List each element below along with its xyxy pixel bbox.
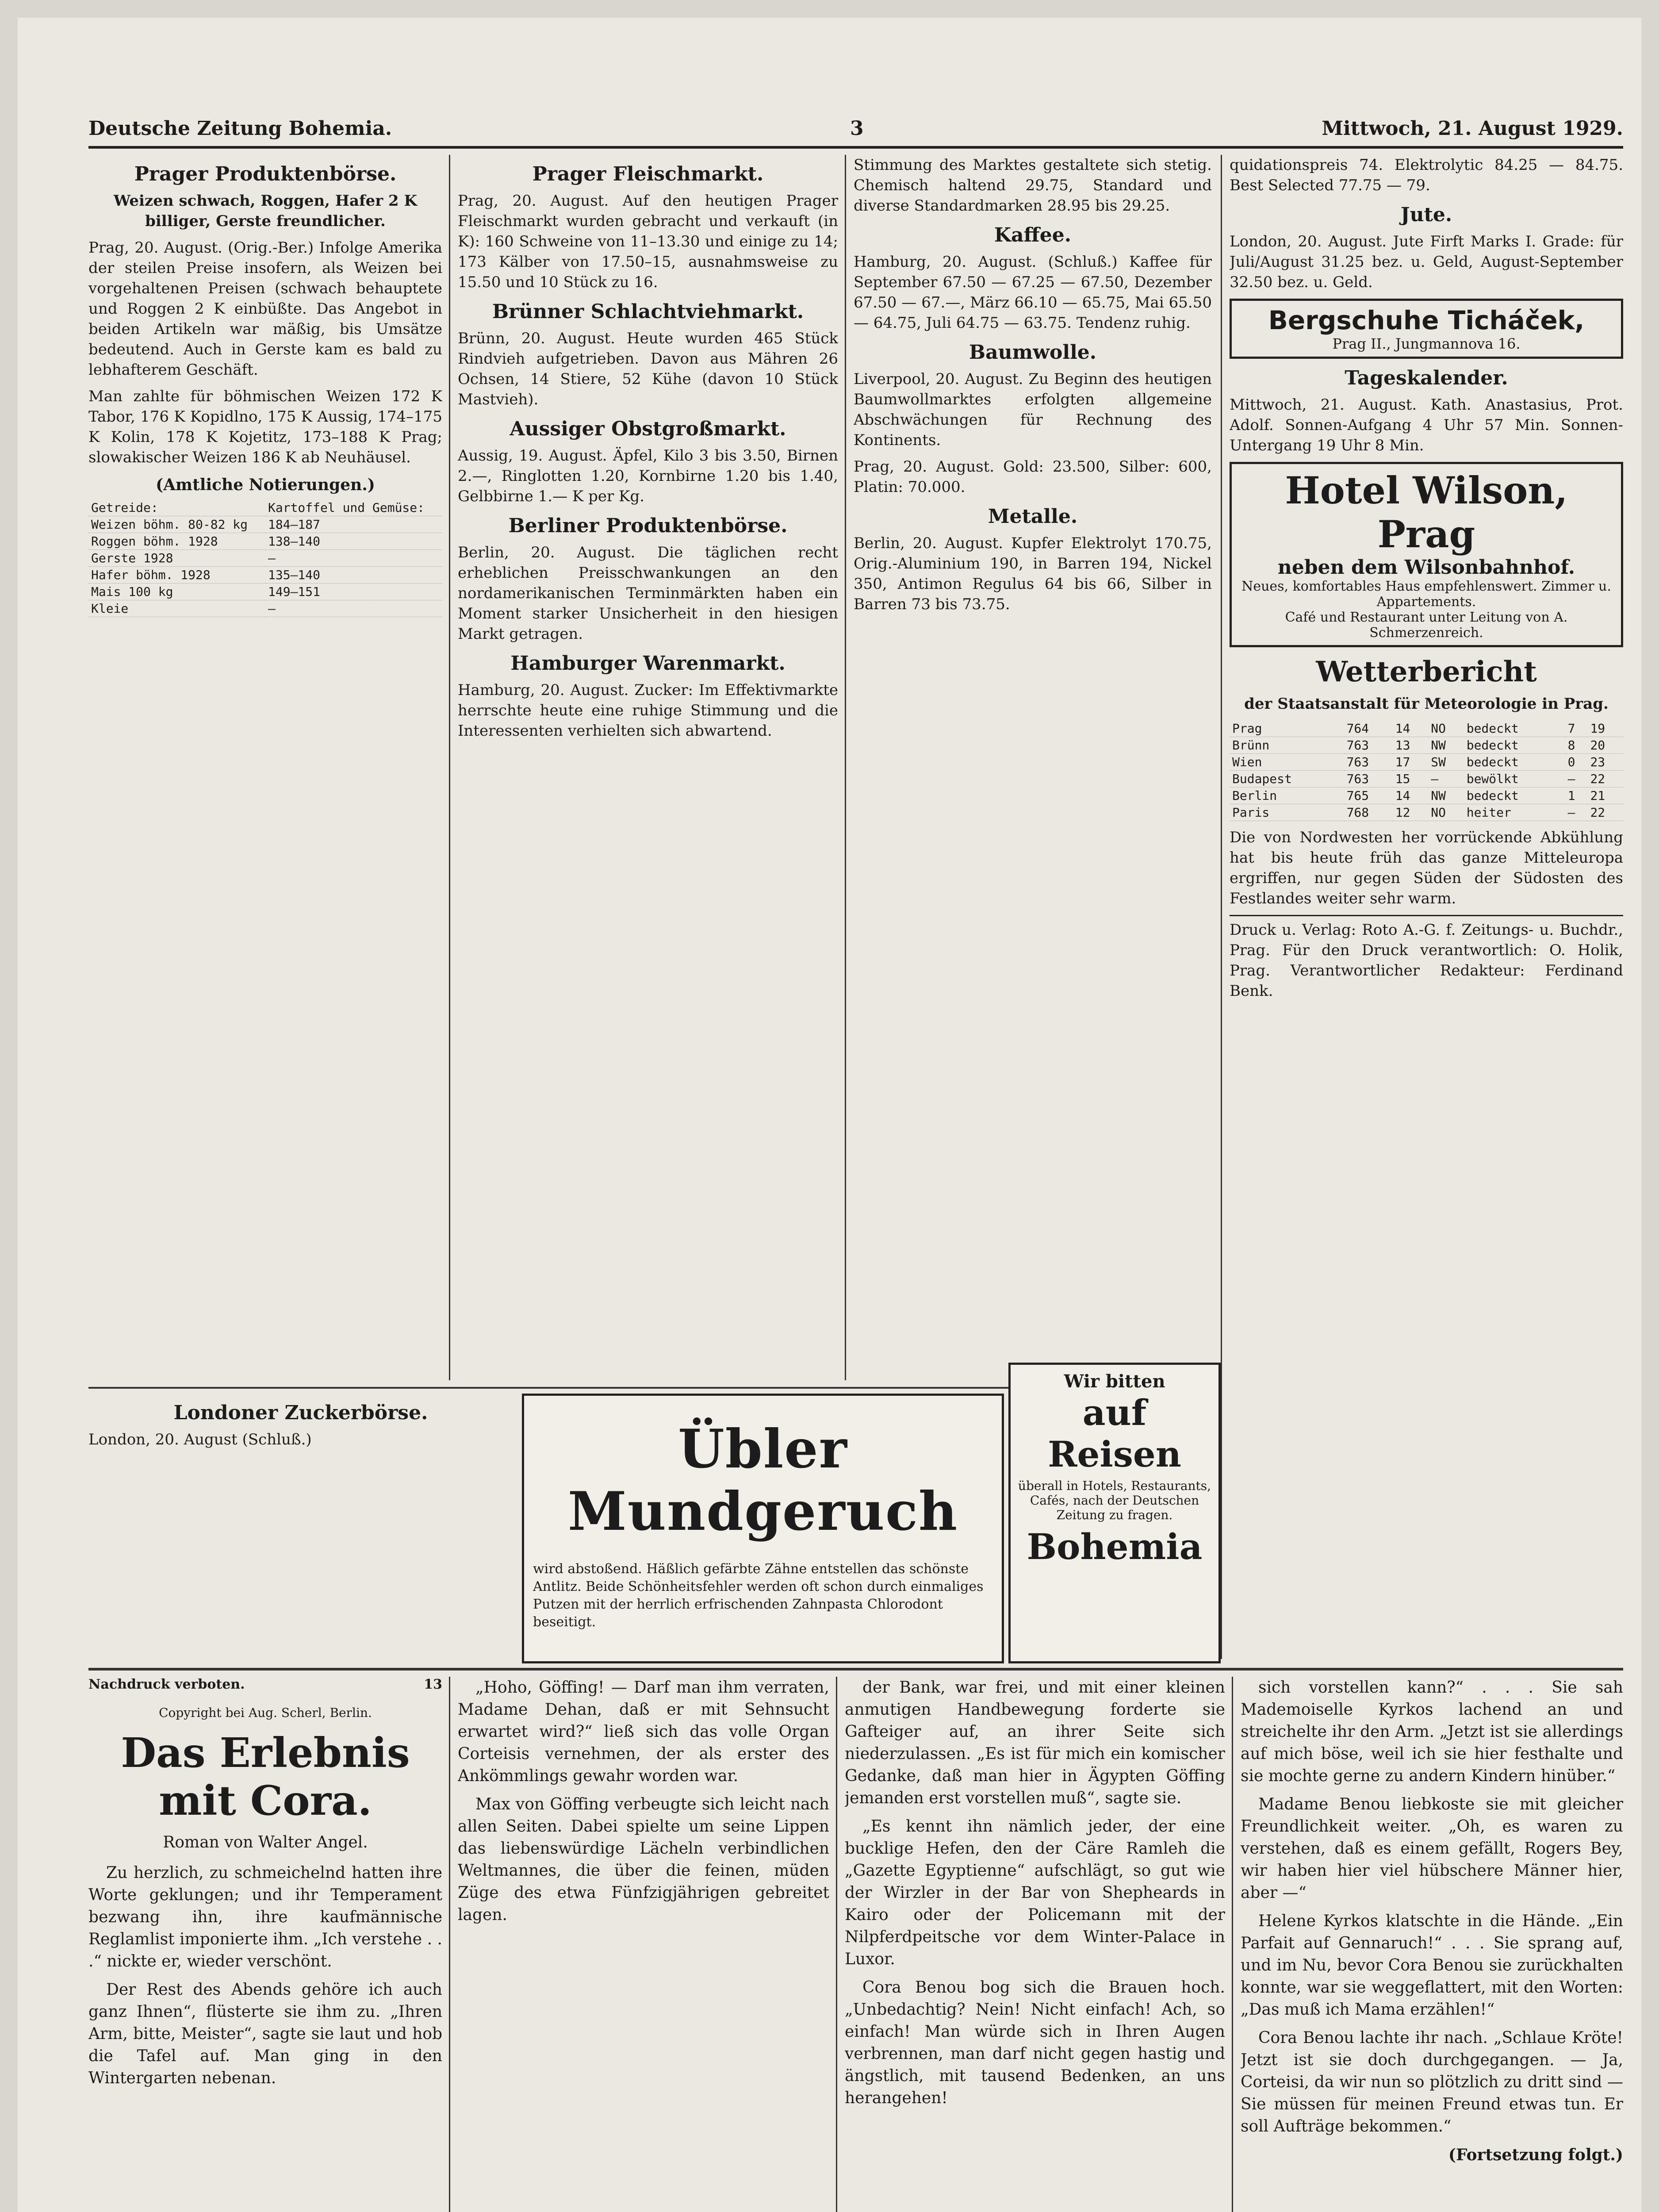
- table-row: [1230, 737, 1623, 754]
- newspaper-page: [18, 18, 1641, 2212]
- novel-paragraph: Der Rest des Abends gehöre ich auch ganz Ihnen“, flüsterte sie ihm zu. „Ihren Arm, bitte, Meister“, sagte sie laut und hob die Tafel auf. Man ging in den Wintergarten nebenan.: [88, 1981, 442, 2087]
- ad-headline: Übler Mundgeruch: [567, 1418, 958, 1543]
- column-commodities: [854, 155, 1212, 1349]
- article-paragraph: Man zahlte für böhmischen Weizen 172 K Tabor, 176 K Kopidlno, 175 K Aussig, 174–175 K Kolin, 178 K Kojetitz, 173–188 K Prag; slowakischer Weizen 186 K ab Neuhäusel.: [88, 388, 442, 466]
- article-paragraph: London, 20. August. Jute Firft Marks I. Grade: für Juli/August 31.25 bez. u. Geld, August-September 32.50 bez. u. Geld.: [1230, 233, 1623, 291]
- installment-number: 13: [424, 1677, 442, 1692]
- novel-column-4: [1241, 1677, 1623, 2212]
- novel-column-3: [845, 1677, 1225, 2212]
- ad-text: wird abstoßend. Häßlich gefärbte Zähne entstellen das schönste Antlitz. Beide Schönheitsfehler werden oft schon durch einmaliges Putzen mit der herrlich erfrischenden Zahnpasta Chlorodont beseitigt.: [533, 1561, 984, 1630]
- article-paragraph: Hamburg, 20. August. (Schluß.) Kaffee für September 67.50 — 67.25 — 67.50, Dezember 67.50 — 67.—, März 66.10 — 65.75, Mai 65.50 — 64.75, Juli 64.75 — 63.75. Tendenz ruhig.: [854, 253, 1212, 332]
- weather-subtitle: der Staatsanstalt für Meteorologie in Prag.: [1244, 695, 1609, 713]
- table-cell: 22: [1587, 771, 1623, 787]
- article-paragraph: Liverpool, 20. August. Zu Beginn des heutigen Baumwollmarktes erfolgten allgemeine Abschwächungen für Rechnung des Kontinents.: [854, 370, 1212, 449]
- article-paragraph: Berlin, 20. August. Kupfer Elektrolyt 170.75, Orig.-Aluminium 190, in Barren 194, Nickel 350, Antimon Regulus 64 bis 66, Silber in Barren 73 bis 73.75.: [854, 534, 1212, 613]
- weather-title: Wetterbericht: [1316, 655, 1537, 688]
- table-cell: 149–151: [265, 584, 442, 600]
- weather-text: Die von Nordwesten her vorrückende Abkühlung hat bis heute früh das ganze Mitteleuropa ergriffen, nur gegen Süden der Südosten des Festlandes weiter sehr warm.: [1230, 829, 1623, 907]
- table-row: [88, 567, 442, 584]
- table-cell: 763: [1344, 771, 1393, 787]
- table-row: [1230, 787, 1623, 804]
- table-cell: 1: [1565, 787, 1588, 804]
- table-cell: NO: [1428, 720, 1464, 737]
- article-title: Jute.: [1400, 204, 1452, 226]
- sugar-exchange: [88, 1394, 513, 1659]
- copyright-line: Copyright bei Aug. Scherl, Berlin.: [159, 1705, 372, 1720]
- novel-paragraph: „Es kennt ihn nämlich jeder, der eine bucklige Hefen, den der Cäre Ramleh die „Gazette Egyptienne“ aufschlägt, so gut wie der Wirzler in der Bar von Shepheards in Kairo oder der Policemann mit der Nilpferdpeitsche vor dem Winter-Palace in Luxor.: [845, 1817, 1225, 1968]
- article-paragraph: Aussig, 19. August. Äpfel, Kilo 3 bis 3.50, Birnen 2.—, Ringlotten 1.20, Kornbirne 1.20 bis 1.40, Gelbbirne 1.— K per Kg.: [458, 447, 838, 505]
- table-cell: Weizen böhm. 80-82 kg: [88, 516, 265, 533]
- article-title: Prager Produktenbörse.: [134, 163, 397, 185]
- novel-paragraph: Zu herzlich, zu schmeichelnd hatten ihre Worte geklungen; und ihr Temperament bezwang ihn, ihre kaufmännische Reglamlist imponierte ihm. „Ich verstehe . . .“ nickte er, wieder verschönt.: [88, 1864, 442, 1970]
- table-cell: 135–140: [265, 567, 442, 584]
- table-header: Getreide:: [88, 499, 265, 516]
- ad-bohemia-travel: [1008, 1363, 1221, 1663]
- article-title: Metalle.: [988, 505, 1078, 528]
- article-title: Londoner Zuckerbörse.: [173, 1402, 428, 1424]
- table-row: [88, 533, 442, 550]
- ad-footer: Café und Restaurant unter Leitung von A. Schmerzenreich.: [1285, 610, 1568, 641]
- table-cell: Mais 100 kg: [88, 584, 265, 600]
- article-paragraph: quidationspreis 74. Elektrolytic 84.25 — 84.75. Best Selected 77.75 — 79.: [1230, 156, 1623, 194]
- table-cell: 8: [1565, 737, 1588, 754]
- table-cell: 763: [1344, 737, 1393, 754]
- page-header: [88, 111, 1623, 149]
- table-cell: 764: [1344, 720, 1393, 737]
- ad-text: Neues, komfortables Haus empfehlenswert. Zimmer u. Appartements.: [1241, 579, 1611, 610]
- article-paragraph: Mittwoch, 21. August. Kath. Anastasius, Prot. Adolf. Sonnen-Aufgang 4 Uhr 57 Min. Sonnen-Untergang 19 Uhr 8 Min.: [1230, 396, 1623, 454]
- article-paragraph: Prag, 20. August. (Orig.-Ber.) Infolge Amerika der steilen Preise insofern, als Weizen bei vorgehaltenen Preisen (schwach behauptete und Roggen 2 K einbüßte. Das Angebot in beiden Artikeln war mäßig, bis Umsätze bedeutend. Auch in Gerste kam es bald zu lebhafterem Geschäft.: [88, 239, 442, 379]
- table-cell: —: [1565, 771, 1588, 787]
- novel-paragraph: Cora Benou bog sich die Brauen hoch. „Unbedachtig? Nein! Nicht einfach! Ach, so einfach! Man würde sich in Ihren Augen verbrennen, man darf nicht gegen hastig und ängstlich, mit tausend Bedenken, an uns herangehen!: [845, 1978, 1225, 2107]
- table-cell: bewölkt: [1464, 771, 1565, 787]
- novel-paragraph: Cora Benou lachte ihr nach. „Schlaue Kröte! Jetzt ist sie doch durchgegangen. — Ja, Corteisi, da wir nun so plötzlich zu dritt sind — Sie müssen für meinen Freund etwas tun. Er soll Aufträge bekommen.“: [1241, 2029, 1623, 2135]
- table-cell: 14: [1393, 720, 1428, 737]
- table-row: [1230, 754, 1623, 771]
- column-rule: [836, 1677, 837, 2212]
- table-row: [88, 600, 442, 617]
- table-cell: —: [265, 600, 442, 617]
- table-cell: 184–187: [265, 516, 442, 533]
- table-cell: Budapest: [1230, 771, 1344, 787]
- table-cell: 765: [1344, 787, 1393, 804]
- table-cell: bedeckt: [1464, 754, 1565, 771]
- column-rule: [449, 155, 450, 1380]
- novel-column-1: [88, 1677, 442, 2212]
- table-cell: Wien: [1230, 754, 1344, 771]
- table-cell: —: [265, 550, 442, 567]
- reprint-label: Nachdruck verboten.: [88, 1677, 245, 1692]
- table-cell: 23: [1587, 754, 1623, 771]
- table-cell: 0: [1565, 754, 1588, 771]
- column-rule: [1232, 1677, 1233, 2212]
- imprint: Druck u. Verlag: Roto A.-G. f. Zeitungs- u. Buchdr., Prag. Für den Druck verantwortlich: O. Holik, Prag. Verantwortlicher Redakteur: Ferdinand Benk.: [1230, 915, 1623, 1001]
- table-cell: Brünn: [1230, 737, 1344, 754]
- table-cell: Hafer böhm. 1928: [88, 567, 265, 584]
- table-cell: 763: [1344, 754, 1393, 771]
- article-paragraph: Prag, 20. August. Auf den heutigen Prager Fleischmarkt wurden gebracht und verkauft (in K): 160 Schweine von 11–13.30 und einige zu 14; 173 Kälber von 17.50–15, ausnahmsweise zu 15.50 und 10 Stück zu 16.: [458, 192, 838, 291]
- weather-table: [1230, 720, 1623, 821]
- table-row: [88, 516, 442, 533]
- column-produce-exchange: [88, 155, 442, 1380]
- article-title: Brünner Schlachtviehmarkt.: [492, 300, 804, 323]
- column-markets: [458, 155, 838, 1380]
- article-title: Aussiger Obstgroßmarkt.: [510, 418, 786, 440]
- table-cell: heiter: [1464, 804, 1565, 821]
- table-cell: Prag: [1230, 720, 1344, 737]
- novel-paragraph: sich vorstellen kann?“ . . . Sie sah Mademoiselle Kyrkos lachend an und streichelte ihr den Arm. „Jetzt ist sie allerdings auf mich böse, weil ich sie hier festhalte und sie mochte gerne zu andern Kindern hinüber.“: [1241, 1678, 1623, 1785]
- ad-bergschuhe: [1230, 299, 1623, 359]
- issue-date: Mittwoch, 21. August 1929.: [1322, 117, 1623, 140]
- table-row: [1230, 771, 1623, 787]
- table-cell: NW: [1428, 787, 1464, 804]
- table-cell: 21: [1587, 787, 1623, 804]
- table-cell: 12: [1393, 804, 1428, 821]
- ad-text: Wir bitten: [1064, 1371, 1165, 1392]
- article-subtitle: Weizen schwach, Roggen, Hafer 2 K billiger, Gerste freundlicher.: [113, 192, 418, 230]
- table-cell: Gerste 1928: [88, 550, 265, 567]
- article-title: Tageskalender.: [1345, 367, 1508, 389]
- novel-author: Roman von Walter Angel.: [163, 1833, 368, 1851]
- table-cell: 20: [1587, 737, 1623, 754]
- ad-subline: neben dem Wilsonbahnhof.: [1277, 556, 1575, 579]
- table-row: [1230, 720, 1623, 737]
- article-title: Berliner Produktenbörse.: [508, 515, 788, 537]
- table-cell: 138–140: [265, 533, 442, 550]
- table-cell: NO: [1428, 804, 1464, 821]
- table-row: [88, 584, 442, 600]
- column-right: [1230, 155, 1623, 1663]
- table-cell: Kleie: [88, 600, 265, 617]
- table-cell: NW: [1428, 737, 1464, 754]
- article-paragraph: Hamburg, 20. August. Zucker: Im Effektivmarkte herrschte heute eine ruhige Stimmung und die Interessenten verhielten sich abwartend.: [458, 681, 838, 740]
- article-title: Hamburger Warenmarkt.: [510, 652, 785, 675]
- column-rule: [845, 155, 846, 1380]
- ad-chlorodont: [522, 1394, 1004, 1663]
- column-rule: [449, 1677, 450, 2212]
- table-header: Kartoffel und Gemüse:: [265, 499, 442, 516]
- ad-headline: Bohemia: [1027, 1526, 1203, 1567]
- table-cell: 768: [1344, 804, 1393, 821]
- newspaper-name: Deutsche Zeitung Bohemia.: [88, 117, 392, 140]
- novel-paragraph: Madame Benou liebkoste sie mit gleicher Freundlichkeit weiter. „Oh, es waren zu verstehen, daß es einem gefällt, Rogers Bey, wir haben hier viel hübschere Männer hier, aber —“: [1241, 1795, 1623, 1902]
- table-cell: Berlin: [1230, 787, 1344, 804]
- table-cell: 14: [1393, 787, 1428, 804]
- table-cell: 17: [1393, 754, 1428, 771]
- novel-paragraph: Max von Göffing verbeugte sich leicht nach allen Seiten. Dabei spielte um seine Lippen das liebenswürdige Lächeln verbindlichen Weltmannes, die über die feinen, müden Züge des etwa Fünfzigjährigen gebreitet lagen.: [458, 1795, 829, 1924]
- novel-title: Das Erlebnis mit Cora.: [121, 1729, 410, 1824]
- price-table: [88, 499, 442, 617]
- table-cell: bedeckt: [1464, 737, 1565, 754]
- page-number: 3: [850, 117, 864, 140]
- ad-headline: Hotel Wilson, Prag: [1285, 469, 1568, 556]
- ad-address: Prag II., Jungmannova 16.: [1332, 335, 1521, 352]
- article-paragraph: Brünn, 20. August. Heute wurden 465 Stück Rindvieh aufgetrieben. Davon aus Mähren 26 Ochsen, 14 Stiere, 52 Kühe (davon 10 Stück Mastvieh).: [458, 330, 838, 408]
- table-row: [1230, 804, 1623, 821]
- novel-paragraph: der Bank, war frei, und mit einer kleinen anmutigen Handbewegung forderte sie Gafteiger auf, an ihrer Seite sich niederzulassen. „Es ist für mich ein komischer Gedanke, daß man hier in Ägypten Göffing jemanden erst vorstellen muß“, sagte sie.: [845, 1678, 1225, 1807]
- table-cell: Paris: [1230, 804, 1344, 821]
- feuilleton-rule: [88, 1668, 1623, 1671]
- table-cell: —: [1428, 771, 1464, 787]
- article-title: Prager Fleischmarkt.: [532, 163, 764, 185]
- table-header-row: [88, 499, 442, 516]
- novel-paragraph: „Hoho, Göffing! — Darf man ihm verraten, Madame Dehan, daß er mit Sehnsucht erwartet wird?“ ließ sich das volle Organ Corteisis vernehmen, der als erster des Ankömmlings gewahr worden war.: [458, 1678, 829, 1785]
- table-cell: Roggen böhm. 1928: [88, 533, 265, 550]
- table-cell: 15: [1393, 771, 1428, 787]
- reprint-note: [88, 1677, 442, 1692]
- continuation-note: (Fortsetzung folgt.): [1448, 2146, 1623, 2164]
- table-cell: bedeckt: [1464, 720, 1565, 737]
- ad-headline: Bergschuhe Ticháček,: [1268, 305, 1585, 335]
- article-paragraph: Berlin, 20. August. Die täglichen recht erheblichen Preisschwankungen an den nordamerikanischen Terminmärkten haben ein Moment starker Unsicherheit in den hiesigen Markt getragen.: [458, 544, 838, 643]
- table-cell: bedeckt: [1464, 787, 1565, 804]
- novel-paragraph: Helene Kyrkos klatschte in die Hände. „Ein Parfait auf Gennaruch!“ . . . Sie sprang auf, und im Nu, bevor Cora Benou sie zurückhalten konnte, war sie weggeflattert, mit den Worten: „Das muß ich Mama erzählen!“: [1241, 1912, 1623, 2019]
- column-rule: [1221, 155, 1222, 1659]
- article-paragraph: London, 20. August (Schluß.): [88, 1431, 312, 1448]
- ad-headline: auf Reisen: [1048, 1392, 1181, 1475]
- section-heading: (Amtliche Notierungen.): [156, 476, 375, 494]
- table-row: [88, 550, 442, 567]
- table-cell: —: [1565, 804, 1588, 821]
- table-cell: 13: [1393, 737, 1428, 754]
- article-paragraph: Stimmung des Marktes gestaltete sich stetig. Chemisch haltend 29.75, Standard und diverse Standardmarken 28.95 bis 29.25.: [854, 156, 1212, 215]
- table-cell: 22: [1587, 804, 1623, 821]
- novel-column-2: [458, 1677, 829, 2212]
- ad-text: überall in Hotels, Restaurants, Cafés, nach der Deutschen Zeitung zu fragen.: [1018, 1479, 1211, 1522]
- ad-hotel-wilson: [1230, 462, 1623, 647]
- table-cell: 7: [1565, 720, 1588, 737]
- table-cell: SW: [1428, 754, 1464, 771]
- article-title: Kaffee.: [994, 224, 1072, 246]
- article-title: Baumwolle.: [969, 341, 1097, 364]
- table-cell: 19: [1587, 720, 1623, 737]
- article-paragraph: Prag, 20. August. Gold: 23.500, Silber: 600, Platin: 70.000.: [854, 458, 1212, 496]
